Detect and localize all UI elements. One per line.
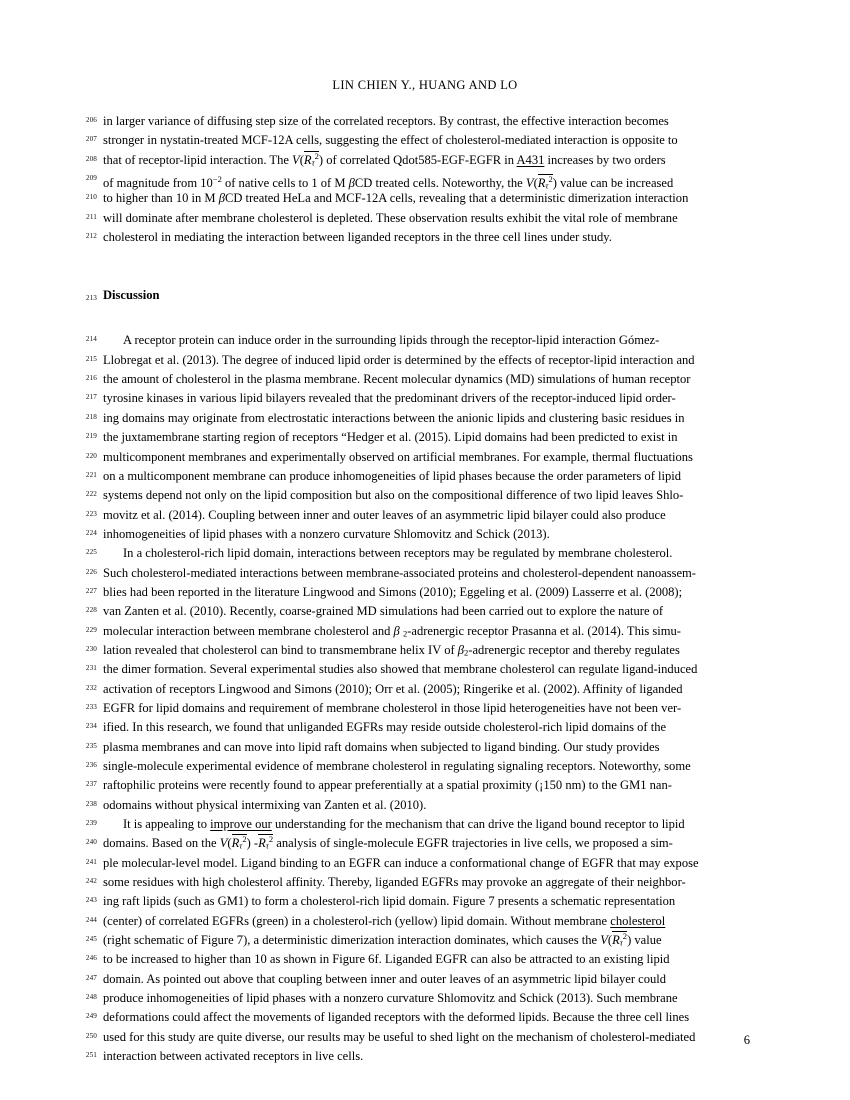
annotation-improve-our[interactable]: improve our <box>210 817 272 832</box>
line-number: 217 <box>85 393 97 402</box>
section-spacer <box>78 312 750 331</box>
math-R: R <box>231 836 240 851</box>
math-exponent-neg2: −2 <box>212 174 222 185</box>
text-line <box>78 228 750 247</box>
line-number: 224 <box>85 528 97 537</box>
line-number: 246 <box>85 954 97 963</box>
greek-beta: β <box>348 176 355 191</box>
line-text <box>103 815 750 834</box>
line-text <box>103 912 750 931</box>
running-head: LIN CHIEN Y., HUANG AND LO <box>332 78 518 92</box>
line-number: 206 <box>85 116 97 124</box>
line-number: 213 <box>85 294 97 303</box>
math-Rbar <box>538 174 553 190</box>
text-line <box>78 467 750 486</box>
text-line <box>78 912 750 931</box>
line-number: 248 <box>85 993 97 1002</box>
line-number: 208 <box>85 154 97 163</box>
math-Rbar <box>232 834 247 850</box>
text-line <box>78 209 750 228</box>
line-number: 218 <box>85 412 97 421</box>
text-line <box>78 757 750 776</box>
math-R: R <box>537 176 546 191</box>
text-line <box>78 718 750 737</box>
greek-beta: β <box>457 642 465 657</box>
line-text: stronger in nystatin-treated MCF-12A cells, suggesting the effect of cholesterol-mediated interaction is opposite to <box>103 133 678 148</box>
line-text <box>103 931 750 951</box>
math-paren-open: ( <box>227 836 232 851</box>
text-line <box>78 112 750 131</box>
text-line <box>78 131 750 150</box>
line-text: ing domains may originate from electrostatic interactions between the anionic lipids and clustering basic residues in <box>103 410 685 425</box>
line-number: 229 <box>85 625 97 634</box>
page-number: 6 <box>743 1033 750 1047</box>
line-text: tyrosine kinases in various lipid bilayers revealed that the predominant drivers of the receptor-induced lipid order- <box>103 391 676 406</box>
line-number: 214 <box>85 335 97 344</box>
line-number: 241 <box>85 857 97 866</box>
text-line <box>78 351 750 370</box>
line-number: 238 <box>85 799 97 808</box>
line-number: 210 <box>85 193 97 202</box>
line-number: 242 <box>85 877 97 886</box>
line-text: in larger variance of diffusing step size of the correlated receptors. By contrast, the effective interaction becomes <box>103 114 669 128</box>
math-paren-close: ) <box>246 836 251 851</box>
line-text: to be increased to higher than 10 as shown in Figure 6f. Liganded EGFR can also be attracted to an existing lipid <box>103 952 670 967</box>
line-text: interaction between activated receptors in live cells. <box>103 1049 364 1064</box>
text-line <box>78 699 750 718</box>
line-text: movitz et al. (2014). Coupling between inner and outer leaves of an asymmetric lipid bilayer could also produce <box>103 507 666 522</box>
text-line <box>78 854 750 873</box>
line-number: 239 <box>85 819 97 828</box>
math-V: V <box>292 152 300 167</box>
math-tau: τ <box>239 841 243 852</box>
line-text: odomains without physical intermixing van Zanten et al. (2010). <box>103 797 427 812</box>
text-line <box>78 1008 750 1027</box>
line-text: single-molecule experimental evidence of membrane cholesterol in regulating signaling receptors. Noteworthy, some <box>103 759 691 773</box>
line-text: Llobregat et al. (2013). The degree of induced lipid order is determined by the effects of receptor-lipid interaction and <box>103 352 695 367</box>
line-number: 221 <box>85 470 97 479</box>
text-line <box>78 448 750 467</box>
text-line <box>78 815 750 834</box>
line-text-segment: of magnitude from 10 <box>103 176 213 191</box>
math-exponent: 2 <box>622 931 628 942</box>
text-line <box>78 660 750 679</box>
math-paren-open: ( <box>607 933 613 948</box>
line-text-segment: value can be increased <box>556 176 674 191</box>
line-text-segment: -adrenergic receptor and thereby regulates <box>468 642 680 657</box>
line-text: cholesterol in mediating the interaction between liganded receptors in the three cell lines under study. <box>103 230 612 245</box>
math-Rbar <box>304 151 319 167</box>
text-line <box>78 796 750 815</box>
line-number: 236 <box>85 761 97 769</box>
line-number: 247 <box>85 973 97 982</box>
text-line <box>78 370 750 389</box>
math-Rbar <box>612 931 627 947</box>
line-number: 250 <box>85 1031 97 1040</box>
line-text-segment: (right schematic of Figure 7), a deterministic dimerization interaction dominates, which causes the <box>103 933 601 948</box>
math-V: V <box>525 176 534 191</box>
line-text: on a multicomponent membrane can produce inhomogeneities of lipid phases because the order parameters of lipid <box>103 468 682 483</box>
math-paren-open: ( <box>533 176 538 191</box>
greek-beta: β <box>393 623 400 638</box>
line-text-segment: of native cells to 1 of M <box>221 176 349 191</box>
text-line <box>78 583 750 602</box>
line-number: 211 <box>86 212 97 221</box>
math-exponent: 2 <box>548 174 553 185</box>
math-tau: τ <box>265 841 269 852</box>
line-number: 244 <box>85 915 97 924</box>
text-line <box>78 970 750 989</box>
text-line <box>78 170 750 189</box>
body-column <box>78 112 750 1067</box>
line-number: 237 <box>85 780 97 789</box>
line-number: 245 <box>85 935 97 944</box>
line-text: multicomponent membranes and experimentally observed on artificial membranes. For example, thermal fluctuations <box>103 449 693 464</box>
text-line <box>78 641 750 660</box>
math-exponent: 2 <box>268 834 274 845</box>
line-text-segment: (center) of correlated EGFRs (green) in a cholesterol-rich (yellow) lipid domain. Without membrane <box>103 913 611 928</box>
line-text: domain. As pointed out above that coupling between inner and outer leaves of an asymmetric lipid bilayer could <box>103 971 667 986</box>
line-text <box>103 151 750 171</box>
section-heading-line <box>78 286 750 312</box>
text-line <box>78 834 750 853</box>
line-text: EGFR for lipid domains and requirement of membrane cholesterol in those lipid heterogeneities have not been ver- <box>103 700 682 715</box>
text-line <box>78 622 750 641</box>
math-tau: τ <box>545 180 549 191</box>
line-text-segment: that of receptor-lipid interaction. The <box>103 152 293 167</box>
line-text <box>103 834 750 854</box>
line-text: In a cholesterol-rich lipid domain, interactions between receptors may be regulated by membrane cholesterol. <box>123 546 673 561</box>
text-line <box>78 950 750 969</box>
text-line <box>78 892 750 911</box>
text-line <box>78 544 750 563</box>
line-text-segment: molecular interaction between membrane cholesterol and <box>103 623 394 638</box>
line-number: 216 <box>85 374 97 383</box>
line-text: activation of receptors Lingwood and Simons (2010); Orr et al. (2005); Ringerike et al. (2002). Affinity of liganded <box>103 681 683 696</box>
math-tau: τ <box>619 937 623 948</box>
line-number: 226 <box>85 567 97 576</box>
math-R: R <box>303 152 312 167</box>
link-a431[interactable]: A431 <box>516 152 545 167</box>
math-exponent: 2 <box>314 150 319 161</box>
line-text-segment: - <box>250 836 259 851</box>
text-line <box>78 189 750 208</box>
math-paren-close: ) <box>552 176 557 191</box>
line-number: 227 <box>85 586 97 595</box>
text-line <box>78 151 750 170</box>
line-text: ified. In this research, we found that unliganded EGFRs may reside outside cholesterol-rich lipid domains of the <box>103 720 667 735</box>
line-text-segment: It is appealing to <box>123 817 211 832</box>
line-number: 240 <box>85 838 97 847</box>
beta-subscript: 2 <box>464 647 469 658</box>
line-number: 228 <box>85 606 97 615</box>
text-line <box>78 506 750 525</box>
line-text: the juxtamembrane starting region of receptors “Hedger et al. (2015). Lipid domains had been predicted to exist in <box>103 430 678 445</box>
text-line <box>78 989 750 1008</box>
line-text: used for this study are quite diverse, our results may be useful to shed light on the mechanism of cholesterol-mediated <box>103 1029 696 1044</box>
text-line <box>78 428 750 447</box>
math-tau: τ <box>311 157 315 168</box>
line-number: 219 <box>85 432 97 441</box>
line-text-segment: value <box>631 933 662 948</box>
math-paren-open: ( <box>299 152 304 167</box>
text-line <box>78 409 750 428</box>
text-line <box>78 931 750 950</box>
math-V: V <box>219 836 228 851</box>
text-line <box>78 1028 750 1047</box>
line-number: 220 <box>85 451 97 460</box>
line-text-segment: -adrenergic receptor Prasanna et al. (2014). This simu- <box>407 623 681 638</box>
math-V: V <box>600 933 608 948</box>
line-number: 249 <box>85 1012 97 1021</box>
line-number: 225 <box>85 548 97 557</box>
line-text: Such cholesterol-mediated interactions between membrane-associated proteins and cholesterol-dependent nanoassem- <box>103 565 696 580</box>
math-paren-close: ) <box>318 152 324 167</box>
math-R: R <box>258 836 266 851</box>
line-number: 223 <box>85 509 97 518</box>
line-text <box>103 189 750 208</box>
math-exponent: 2 <box>242 834 247 845</box>
line-text: inhomogeneities of lipid phases with a nonzero curvature Shlomovitz and Schick (2013). <box>103 526 550 541</box>
line-number: 243 <box>85 896 97 905</box>
line-text-segment: to higher than 10 in M <box>103 191 219 206</box>
line-text: deformations could affect the movements of liganded receptors with the deformed lipids. Because the three cell lines <box>103 1010 690 1025</box>
line-text: blies had been reported in the literature Lingwood and Simons (2010); Eggeling et al. (2009) Lasserre et al. (2008); <box>103 584 683 599</box>
line-number: 233 <box>85 702 97 711</box>
math-Rbar <box>258 834 273 850</box>
line-text: the amount of cholesterol in the plasma membrane. Recent molecular dynamics (MD) simulations of human receptor <box>103 372 691 387</box>
line-text: systems depend not only on the lipid composition but also on the compositional difference of two lipid leaves Shlo- <box>103 488 684 503</box>
line-number: 207 <box>85 135 97 144</box>
text-line <box>78 1047 750 1066</box>
line-text-segment: domains. Based on the <box>103 836 220 851</box>
text-line <box>78 776 750 795</box>
beta-subscript: 2 <box>402 628 408 639</box>
line-number: 251 <box>85 1051 97 1060</box>
line-text-segment: CD treated HeLa and MCF-12A cells, revealing that a deterministic dimerization interaction <box>224 191 689 206</box>
greek-beta: β <box>218 191 225 206</box>
line-number: 232 <box>85 683 97 692</box>
line-number: 230 <box>85 644 97 653</box>
line-text-segment: increases by two orders <box>544 152 666 167</box>
text-line <box>78 873 750 892</box>
line-text-segment: CD treated cells. Noteworthy, the <box>354 176 526 191</box>
math-paren-close: ) <box>627 933 632 948</box>
text-line <box>78 680 750 699</box>
line-text: raftophilic proteins were recently found to appear preferentially at a spatial proximity (¡150 nm) to the GM1 nan- <box>103 778 672 793</box>
paragraph-spacer <box>78 247 750 266</box>
math-R: R <box>612 933 620 948</box>
text-line <box>78 486 750 505</box>
annotation-cholesterol[interactable]: cholesterol <box>610 913 666 928</box>
line-number: 231 <box>85 664 97 673</box>
line-number: 209 <box>85 174 97 183</box>
line-number: 235 <box>85 741 97 750</box>
line-text: A receptor protein can induce order in the surrounding lipids through the receptor-lipid interaction Gómez- <box>123 333 660 348</box>
text-line <box>78 738 750 757</box>
line-text-segment: understanding for the mechanism that can drive the ligand bound receptor to lipid <box>271 817 685 832</box>
text-line <box>78 602 750 621</box>
section-heading: Discussion <box>103 288 160 303</box>
line-text-segment: analysis of single-molecule EGFR trajectories in live cells, we proposed a sim- <box>273 836 673 851</box>
line-text: ing raft lipids (such as GM1) to form a cholesterol-rich lipid domain. Figure 7 presents a schematic representation <box>103 894 676 909</box>
line-number: 215 <box>85 354 97 363</box>
line-number: 212 <box>85 232 97 241</box>
line-number: 222 <box>85 490 97 499</box>
text-line <box>78 525 750 544</box>
line-text-segment: lation revealed that cholesterol can bind to transmembrane helix IV of <box>103 642 458 657</box>
line-text: the dimer formation. Several experimental studies also showed that membrane cholesterol can regulate ligand-induced <box>103 662 698 677</box>
line-text: some residues with high cholesterol affinity. Thereby, liganded EGFRs may provoke an aggregate of their neighbor- <box>103 875 686 890</box>
text-line <box>78 331 750 350</box>
line-text: plasma membranes and can move into lipid raft domains when subjected to ligand binding. Our study provides <box>103 739 660 754</box>
line-text-segment: of correlated Qdot585-EGF-EGFR in <box>323 152 517 167</box>
section-spacer <box>78 267 750 286</box>
text-line <box>78 564 750 583</box>
line-text: will dominate after membrane cholesterol is depleted. These observation results exhibit the vital role of membrane <box>103 210 678 225</box>
line-number: 234 <box>85 722 97 731</box>
line-text: van Zanten et al. (2010). Recently, coarse-grained MD simulations had been carried out to explore the nature of <box>103 604 664 619</box>
line-text: ple molecular-level model. Ligand binding to an EGFR can induce a conformational change of EGFR that may expose <box>103 855 699 870</box>
text-line <box>78 389 750 408</box>
line-text: produce inhomogeneities of lipid phases with a nonzero curvature Shlomovitz and Schick (2013). Such membrane <box>103 991 678 1006</box>
